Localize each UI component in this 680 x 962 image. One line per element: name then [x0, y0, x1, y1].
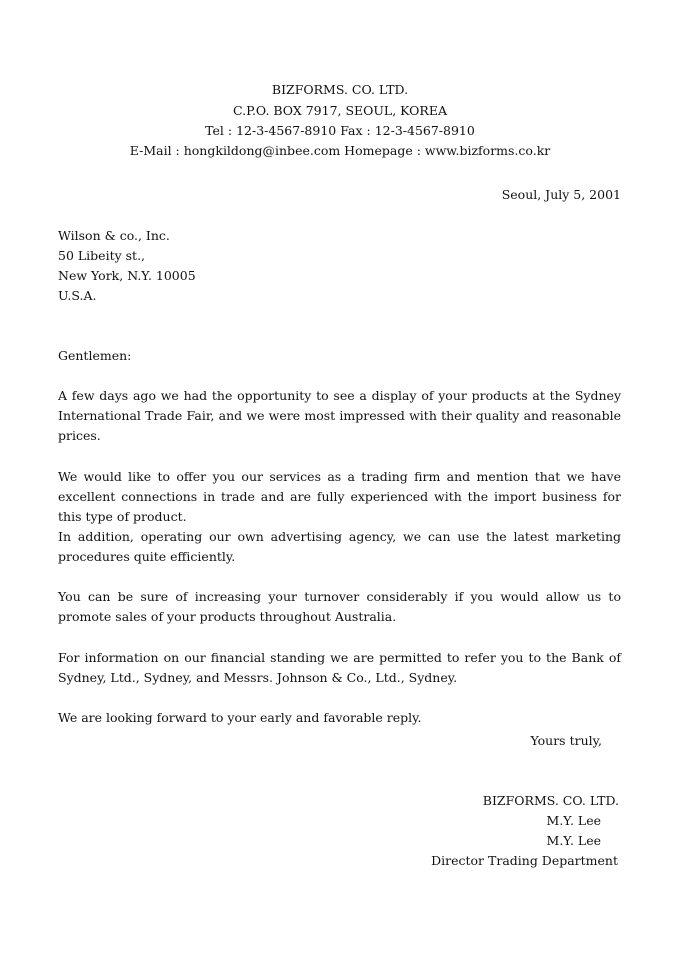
letterhead-company: BIZFORMS. CO. LTD. — [271, 82, 409, 97]
signature-name-1: M.Y. Lee — [546, 813, 601, 828]
body-paragraph-5: For information on our financial standing we are permitted to refer you to the Bank of Sydney, Ltd., Sydney, and Messrs. Johnson & Co., Ltd., Sydney. — [58, 650, 621, 685]
salutation: Gentlemen: — [58, 348, 132, 363]
signature-title: Director Trading Department — [431, 853, 618, 868]
signature-name-2: M.Y. Lee — [546, 833, 601, 848]
signature-company: BIZFORMS. CO. LTD. — [482, 793, 619, 808]
recipient-name: Wilson & co., Inc. — [58, 228, 170, 243]
body-paragraph-2: We would like to offer you our services as a trading firm and mention that we have excellent connections in trade and are fully experienced with the import business for this type of product. — [58, 469, 621, 524]
body-paragraph-1: A few days ago we had the opportunity to see a display of your products at the Sydney International Trade Fair, and we were most impressed with their quality and reasonable prices. — [58, 388, 621, 443]
body-paragraph-4: You can be sure of increasing your turnover considerably if you would allow us to promote sales of your products throughout Australia. — [58, 589, 621, 624]
body-paragraph-3: In addition, operating our own advertising agency, we can use the latest marketing procedures quite efficiently. — [58, 529, 621, 564]
letter-date: Seoul, July 5, 2001 — [501, 187, 621, 202]
body-paragraph-6: We are looking forward to your early and favorable reply. — [58, 710, 422, 725]
letterhead-email-homepage: E-Mail : hongkildong@inbee.com Homepage : www.bizforms.co.kr — [129, 143, 551, 158]
recipient-street: 50 Libeity st., — [58, 248, 146, 263]
recipient-country: U.S.A. — [58, 288, 97, 303]
closing: Yours truly, — [530, 733, 602, 748]
letterhead-phone-fax: Tel : 12-3-4567-8910 Fax : 12-3-4567-8910 — [205, 123, 475, 138]
recipient-city: New York, N.Y. 10005 — [58, 268, 196, 283]
letterhead-address: C.P.O. BOX 7917, SEOUL, KOREA — [232, 103, 447, 118]
